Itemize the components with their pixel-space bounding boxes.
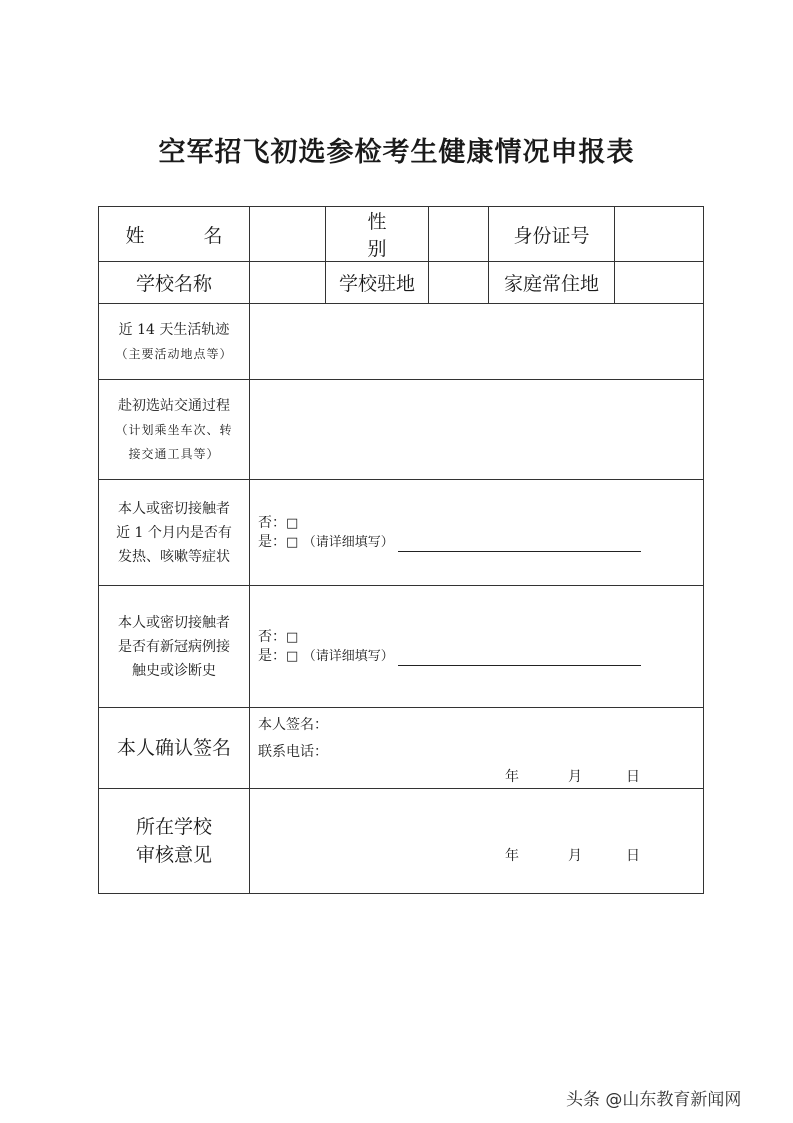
covid-no-label: 否：: [258, 628, 286, 645]
covid-yes-checkbox[interactable]: □: [286, 648, 299, 664]
review-year-label: 年: [505, 848, 519, 864]
school-review-label-line1: 所在学校: [135, 816, 212, 838]
school-location-label: 学校驻地: [326, 262, 429, 304]
form-title: 空军招飞初选参检考生健康情况申报表: [158, 137, 635, 168]
fever-yes-checkbox[interactable]: □: [286, 534, 299, 550]
covid-no-option: [258, 628, 703, 647]
row-basic-info-2: [99, 262, 704, 304]
school-review-label: [99, 789, 250, 894]
review-day-label: 日: [626, 848, 640, 864]
signature-label: 本人签名：: [258, 717, 328, 733]
covid-detail-line[interactable]: [398, 650, 641, 666]
school-review-cell[interactable]: [250, 789, 704, 894]
fever-options: [250, 480, 704, 586]
row-fever: [99, 480, 704, 586]
trajectory-label-sub: （主要活动地点等）: [115, 346, 233, 361]
covid-label-line1: 本人或密切接触者: [118, 614, 230, 631]
covid-label-line2: 是否有新冠病例接: [118, 638, 230, 655]
fever-no-option: [258, 514, 703, 533]
confirm-day-label: 日: [626, 769, 640, 785]
confirm-month-label: 月: [568, 769, 582, 785]
row-school-review: [99, 789, 704, 894]
school-location-field[interactable]: [429, 262, 489, 304]
fever-detail-hint: （请详细填写）: [302, 534, 394, 550]
covid-no-checkbox[interactable]: □: [286, 629, 299, 645]
covid-yes-option: [258, 647, 703, 666]
fever-label-line3: 发热、咳嗽等症状: [118, 548, 230, 565]
transport-field[interactable]: [250, 380, 704, 480]
id-number-field[interactable]: [615, 207, 704, 262]
row-basic-info-1: [99, 207, 704, 262]
fever-no-label: 否：: [258, 514, 286, 531]
covid-yes-label: 是：: [258, 647, 286, 664]
school-review-label-line2: 审核意见: [135, 844, 212, 866]
home-address-label: 家庭常住地: [489, 262, 615, 304]
transport-label-sub2: 接交通工具等）: [128, 446, 220, 461]
row-trajectory: [99, 304, 704, 380]
fever-detail-line[interactable]: [398, 536, 641, 552]
id-number-label: 身份证号: [489, 207, 615, 262]
confirm-signature-cell[interactable]: [250, 708, 704, 789]
covid-label: [99, 586, 250, 708]
transport-label: [99, 380, 250, 480]
covid-label-line3: 触史或诊断史: [132, 662, 216, 679]
gender-label: 性 别: [326, 207, 429, 262]
fever-yes-option: [258, 533, 703, 552]
health-declaration-table: [98, 206, 704, 894]
trajectory-label: [99, 304, 250, 380]
covid-detail-hint: （请详细填写）: [302, 648, 394, 664]
confirm-year-label: 年: [505, 769, 519, 785]
name-field[interactable]: [250, 207, 326, 262]
review-month-label: 月: [568, 848, 582, 864]
home-address-field[interactable]: [615, 262, 704, 304]
watermark: 头条 @山东教育新闻网: [566, 1090, 742, 1110]
covid-options: [250, 586, 704, 708]
confirm-signature-label: 本人确认签名: [99, 708, 250, 789]
row-covid: [99, 586, 704, 708]
fever-no-checkbox[interactable]: □: [286, 515, 299, 531]
fever-label-line2: 近 1 个月内是否有: [116, 524, 232, 541]
school-name-field[interactable]: [250, 262, 326, 304]
trajectory-label-main: 近 14 天生活轨迹: [118, 321, 230, 338]
phone-label: 联系电话：: [258, 744, 328, 760]
fever-yes-label: 是：: [258, 533, 286, 550]
name-label: 姓 名: [99, 207, 250, 262]
fever-label-line1: 本人或密切接触者: [118, 500, 230, 517]
transport-label-sub1: （计划乘坐车次、转: [115, 422, 233, 437]
fever-label: [99, 480, 250, 586]
school-name-label: 学校名称: [99, 262, 250, 304]
row-transport: [99, 380, 704, 480]
row-confirm-signature: [99, 708, 704, 789]
transport-label-main: 赴初选站交通过程: [118, 397, 230, 414]
trajectory-field[interactable]: [250, 304, 704, 380]
